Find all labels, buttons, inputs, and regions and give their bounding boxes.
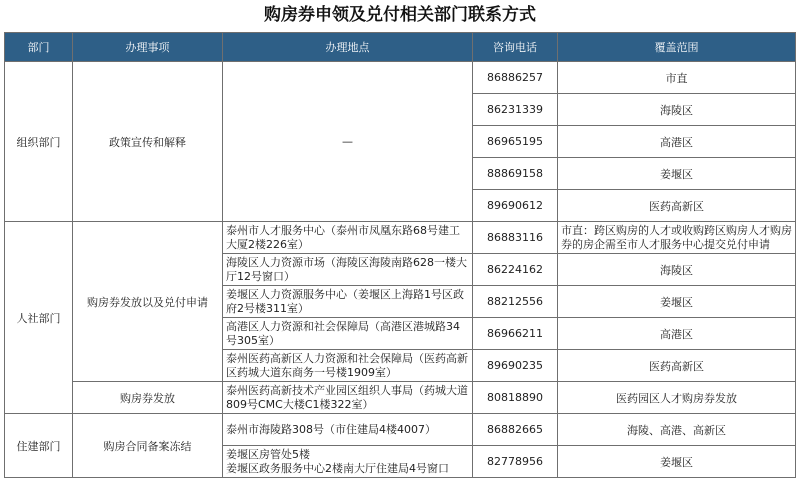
place-cell: 泰州医药高新技术产业园区组织人事局（药城大道809号CMC大楼C1楼322室） [223, 382, 473, 414]
area-cell: 海陵区 [558, 94, 796, 126]
phone-cell: 88869158 [473, 158, 558, 190]
contact-table [4, 32, 796, 478]
header-item: 办理事项 [73, 33, 223, 62]
area-cell: 姜堰区 [558, 446, 796, 478]
area-cell: 海陵区 [558, 254, 796, 286]
table-row [5, 382, 796, 414]
phone-cell: 88212556 [473, 286, 558, 318]
phone-cell: 86883116 [473, 222, 558, 254]
table-row [5, 62, 796, 94]
phone-cell: 89690612 [473, 190, 558, 222]
area-cell: 高港区 [558, 126, 796, 158]
area-cell: 市直：跨区购房的人才或收购跨区购房人才购房券的房企需至市人才服务中心提交兑付申请 [558, 222, 796, 254]
place-cell: 泰州医药高新区人力资源和社会保障局（医药高新区药城大道东商务一号楼1909室） [223, 350, 473, 382]
table-row [5, 222, 796, 254]
phone-cell: 80818890 [473, 382, 558, 414]
item-cell: 购房券发放 [73, 382, 223, 414]
area-cell: 医药高新区 [558, 350, 796, 382]
area-cell: 市直 [558, 62, 796, 94]
phone-cell: 86966211 [473, 318, 558, 350]
item-cell: 购房券发放以及兑付申请 [73, 222, 223, 382]
header-row [5, 33, 796, 62]
header-area: 覆盖范围 [558, 33, 796, 62]
dept-cell: 人社部门 [5, 222, 73, 414]
area-cell: 医药高新区 [558, 190, 796, 222]
dept-cell: 住建部门 [5, 414, 73, 478]
item-cell: 政策宣传和解释 [73, 62, 223, 222]
header-phone: 咨询电话 [473, 33, 558, 62]
place-cell: 泰州市海陵路308号（市住建局4楼4007） [223, 414, 473, 446]
area-cell: 姜堰区 [558, 158, 796, 190]
place-cell: 海陵区人力资源市场（海陵区海陵南路628一楼大厅12号窗口） [223, 254, 473, 286]
phone-cell: 86965195 [473, 126, 558, 158]
dept-cell: 组织部门 [5, 62, 73, 222]
phone-cell: 86882665 [473, 414, 558, 446]
place-cell: — [223, 62, 473, 222]
area-cell: 医药园区人才购房券发放 [558, 382, 796, 414]
area-cell: 高港区 [558, 318, 796, 350]
table-row [5, 414, 796, 446]
item-cell: 购房合同备案冻结 [73, 414, 223, 478]
place-cell: 高港区人力资源和社会保障局（高港区港城路34号305室） [223, 318, 473, 350]
phone-cell: 86886257 [473, 62, 558, 94]
area-cell: 姜堰区 [558, 286, 796, 318]
phone-cell: 86224162 [473, 254, 558, 286]
place-cell: 姜堰区房管处5楼 姜堰区政务服务中心2楼南大厅住建局4号窗口 [223, 446, 473, 478]
area-cell: 海陵、高港、高新区 [558, 414, 796, 446]
place-cell: 泰州市人才服务中心（泰州市凤凰东路68号建工大厦2楼226室） [223, 222, 473, 254]
page-title: 购房券申领及兑付相关部门联系方式 [264, 5, 536, 25]
place-cell: 姜堰区人力资源服务中心（姜堰区上海路1号区政府2号楼311室） [223, 286, 473, 318]
phone-cell: 89690235 [473, 350, 558, 382]
phone-cell: 82778956 [473, 446, 558, 478]
header-place: 办理地点 [223, 33, 473, 62]
phone-cell: 86231339 [473, 94, 558, 126]
header-dept: 部门 [5, 33, 73, 62]
